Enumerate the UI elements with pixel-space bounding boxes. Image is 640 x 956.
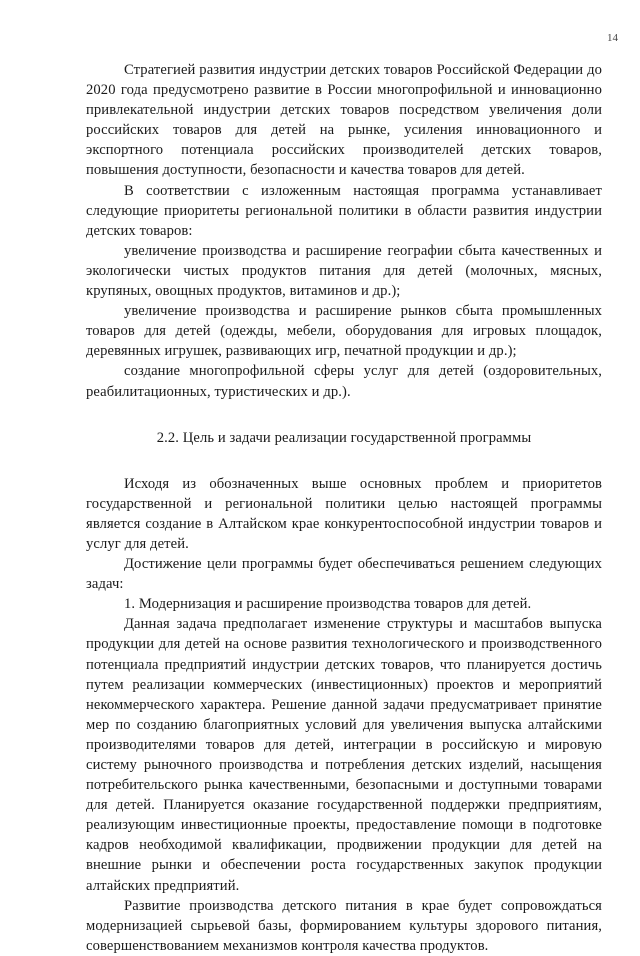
paragraph: Данная задача предполагает изменение структуры и масштабов выпуска продукции для детей на основе развития технологического и производственного потенциала предприятий индустрии детских товаров, что планируется достичь путем реализации коммерческих (инвестиционных) проектов и мероприятий некоммерческого характера. Решение данной задачи предусматривает принятие мер по созданию благоприятных условий для увеличения выпуска алтайскими производителями товаров для детей, интеграции в российскую и мировую систему рыночного производства и потребления детских изделий, насыщения потребительского рынка качественными, безопасными и доступными товарами для детей. Планируется оказание государственной поддержки предприятиям, реализующим инвестиционные проекты, предоставление помощи в подготовке кадров необходимой квалификации, продвижении продукции для детей на внешние рынки и обеспечении роста государственных закупок продукции алтайских предприятий. — [86, 616, 602, 894]
paragraph: Развитие производства детского питания в крае будет сопровождаться модернизацией сырьевой базы, формированием культуры здорового питания, совершенствованием механизмов контроля качества продуктов. — [86, 897, 602, 954]
paragraph: Исходя из обозначенных выше основных проблем и приоритетов государственной и региональной политики целью настоящей программы является создание в Алтайском крае конкурентоспособной индустрии товаров и услуг для детей. — [86, 475, 602, 552]
paragraph: Стратегией развития индустрии детских товаров Российской Федерации до 2020 года предусмотрено развитие в России многопрофильной и инновационно привлекательной индустрии детских товаров посредством увеличения доли российских товаров для детей на рынке, усиления инновационного и экспортного потенциала российских производителей детских товаров, повышения доступности, безопасности и качества товаров для детей. — [86, 62, 602, 179]
list-item: создание многопрофильной сферы услуг для детей (оздоровительных, реабилитационных, туристических и др.). — [86, 363, 602, 400]
list-item: увеличение производства и расширение рынков сбыта промышленных товаров для детей (одежды, мебели, оборудования для игровых площадок, деревянных игрушек, развивающих игр, печатной продукции и др.); — [86, 303, 602, 360]
list-item: увеличение производства и расширение географии сбыта качественных и экологически чистых продуктов питания для детей (молочных, мясных, крупяных, овощных продуктов, витаминов и др.); — [86, 242, 602, 300]
paragraph: Достижение цели программы будет обеспечиваться решением следующих задач: — [86, 556, 602, 593]
task-title: 1. Модернизация и расширение производства товаров для детей. — [124, 596, 532, 613]
page-number: 14 — [607, 32, 618, 44]
document-body — [86, 60, 602, 956]
section-heading: 2.2. Цель и задачи реализации государственной программы — [156, 429, 532, 446]
paragraph: В соответствии с изложенным настоящая программа устанавливает следующие приоритеты региональной политики в области развития индустрии детских товаров: — [86, 182, 602, 239]
